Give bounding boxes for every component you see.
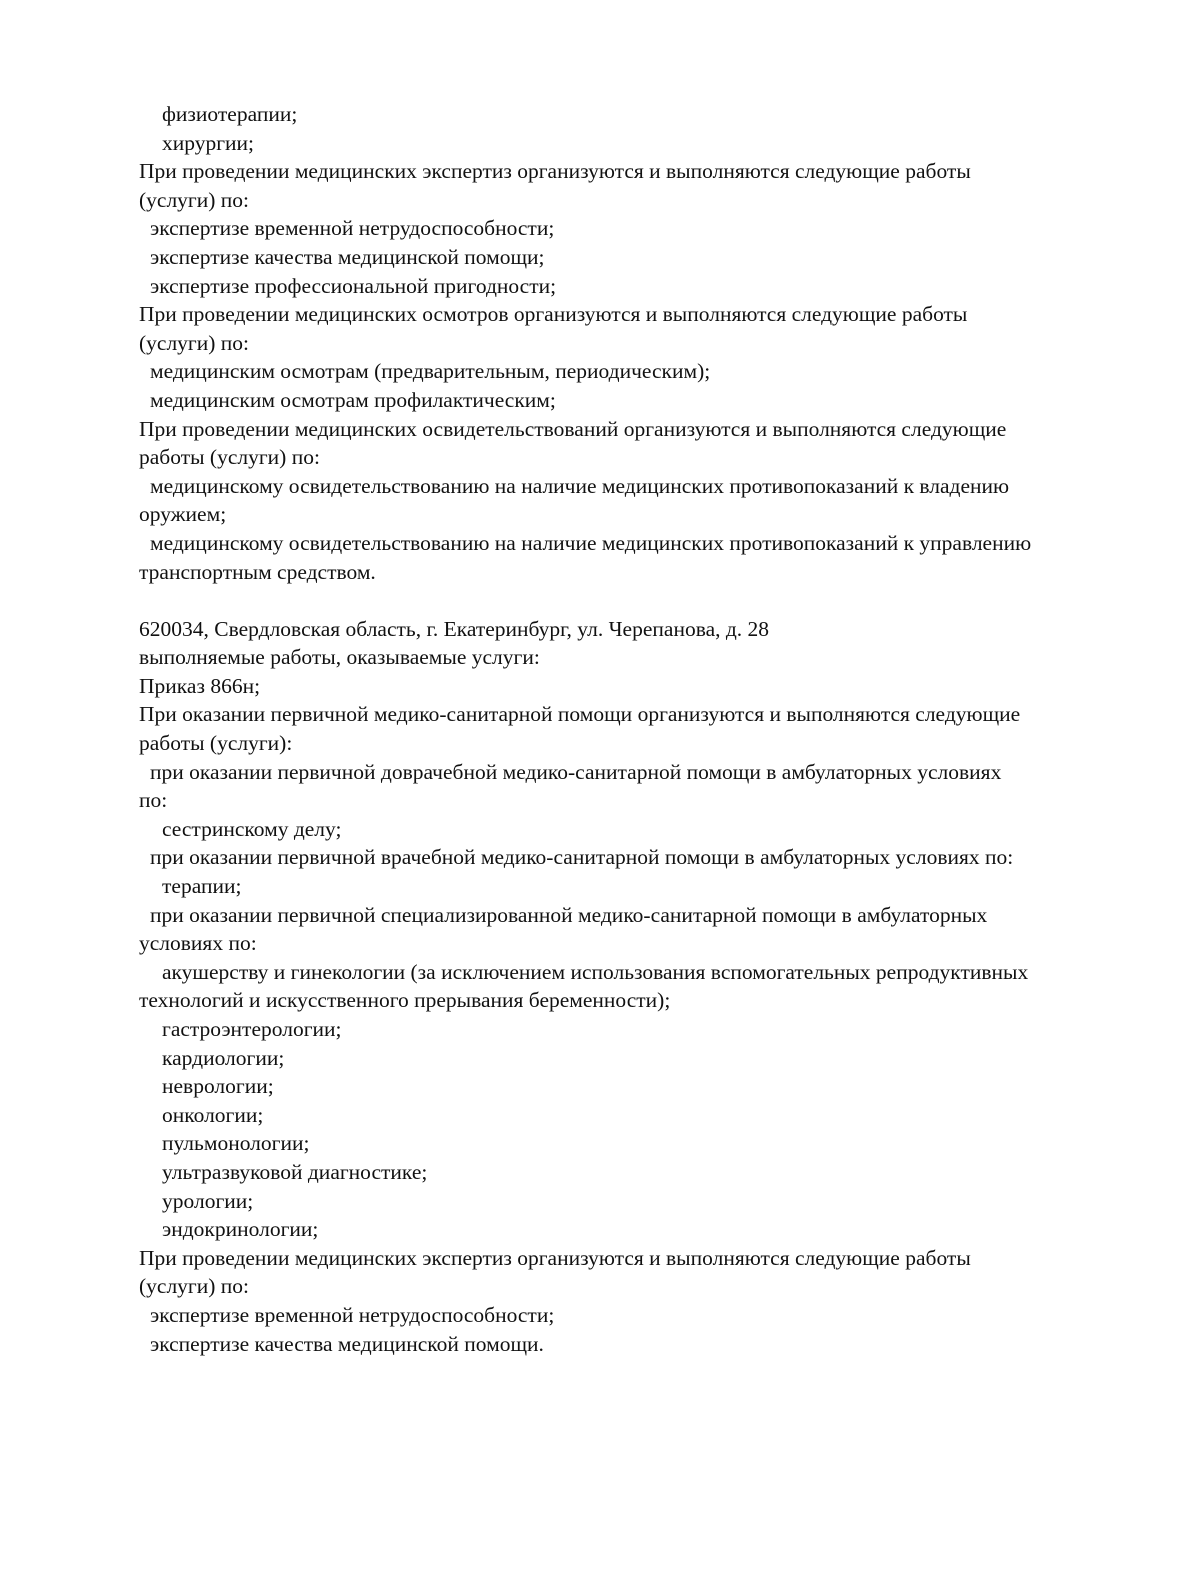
text-line: при оказании первичной врачебной медико-санитарной помощи в амбулаторных условиях по: — [150, 845, 1014, 870]
text-line: пульмонологии; — [162, 1131, 310, 1156]
text-line: экспертизе временной нетрудоспособности; — [150, 1302, 555, 1327]
text-line: хирургии; — [162, 130, 255, 155]
text-line: при оказании первичной доврачебной медико-санитарной помощи в амбулаторных условиях — [150, 759, 1002, 784]
text-line: транспортным средством. — [139, 559, 376, 584]
text-line: кардиологии; — [162, 1045, 285, 1070]
text-line: неврологии; — [162, 1074, 274, 1099]
services-block-continued — [139, 100, 1129, 586]
text-line: При проведении медицинских осмотров организуются и выполняются следующие работы — [139, 302, 968, 327]
text-line: При проведении медицинских экспертиз организуются и выполняются следующие работы — [139, 159, 971, 184]
text-line: эндокринологии; — [162, 1217, 319, 1242]
text-line: акушерству и гинекологии (за исключением использования вспомогательных репродуктивных — [162, 959, 1029, 984]
text-line: ультразвуковой диагностике; — [162, 1159, 428, 1184]
text-line: при оказании первичной специализированной медико-санитарной помощи в амбулаторных — [150, 902, 988, 927]
text-line: выполняемые работы, оказываемые услуги: — [139, 645, 540, 670]
text-line: онкологии; — [162, 1102, 264, 1127]
text-line: технологий и искусственного прерывания беременности); — [139, 988, 671, 1013]
text-line: При оказании первичной медико-санитарной помощи организуются и выполняются следующие — [139, 702, 1021, 727]
text-line: экспертизе качества медицинской помощи. — [150, 1331, 544, 1356]
text-line: физиотерапии; — [162, 102, 298, 126]
text-line: урологии; — [162, 1188, 254, 1213]
text-line: экспертизе качества медицинской помощи; — [150, 244, 545, 269]
text-line: медицинскому освидетельствованию на наличие медицинских противопоказаний к управлению — [150, 530, 1032, 555]
text-line: При проведении медицинских экспертиз организуются и выполняются следующие работы — [139, 1245, 971, 1270]
text-line: экспертизе временной нетрудоспособности; — [150, 216, 555, 241]
text-line: сестринскому делу; — [162, 816, 342, 841]
text-line: (услуги) по: — [139, 330, 250, 355]
text-line: работы (услуги) по: — [139, 445, 320, 470]
text-line: работы (услуги): — [139, 731, 293, 756]
text-line: терапии; — [162, 874, 242, 899]
text-line: 620034, Свердловская область, г. Екатеринбург, ул. Черепанова, д. 28 — [139, 616, 770, 641]
text-line: Приказ 866н; — [139, 673, 261, 698]
document-page — [139, 100, 1129, 1358]
text-line: При проведении медицинских освидетельствований организуются и выполняются следующие — [139, 416, 1007, 441]
text-line: медицинским осмотрам профилактическим; — [150, 387, 556, 412]
text-line: медицинскому освидетельствованию на наличие медицинских противопоказаний к владению — [150, 473, 1010, 498]
paragraph-gap — [139, 586, 1129, 615]
text-line: (услуги) по: — [139, 1274, 250, 1299]
text-line: гастроэнтерологии; — [162, 1017, 342, 1041]
address-services-block — [139, 615, 1129, 1358]
text-line: медицинским осмотрам (предварительным, периодическим); — [150, 359, 711, 384]
text-line: экспертизе профессиональной пригодности; — [150, 273, 557, 298]
text-line: оружием; — [139, 502, 227, 527]
text-line: (услуги) по: — [139, 187, 250, 212]
text-line: условиях по: — [139, 931, 257, 956]
text-line: по: — [139, 788, 168, 813]
